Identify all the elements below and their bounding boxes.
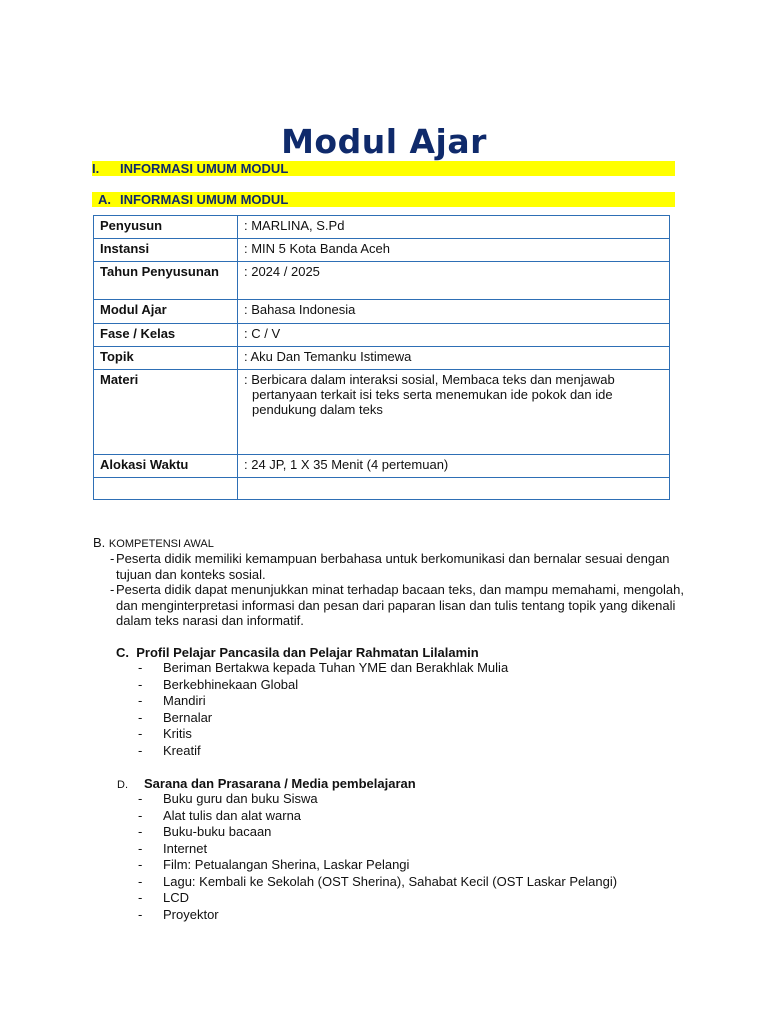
row-key: Fase / Kelas	[94, 324, 238, 347]
list-item-text: Lagu: Kembali ke Sekolah (OST Sherina), Sahabat Kecil (OST Laskar Pelangi)	[163, 873, 618, 889]
row-key: Materi	[94, 370, 238, 455]
row-value: : 2024 / 2025	[238, 262, 670, 300]
section-i-title: INFORMASI UMUM MODUL	[120, 161, 289, 176]
bullet-dash: -	[138, 676, 143, 692]
row-value: : MARLINA, S.Pd	[238, 216, 670, 239]
list-item	[138, 677, 508, 694]
info-table	[93, 215, 670, 500]
list-item	[138, 693, 508, 710]
bullet-dash: -	[110, 551, 115, 566]
section-d-title: Sarana dan Prasarana / Media pembelajaran	[144, 776, 416, 791]
bullet-dash: -	[138, 726, 143, 741]
list-item-text: Peserta didik memiliki kemampuan berbahasa untuk berkomunikasi dan bernalar sesuai dengan tujuan dan konteks sosial.	[116, 551, 670, 582]
row-value: : MIN 5 Kota Banda Aceh	[238, 239, 670, 262]
list-item-text: Bernalar	[163, 709, 213, 725]
section-b-list	[110, 551, 685, 629]
row-key: Modul Ajar	[94, 300, 238, 324]
table-row	[94, 239, 670, 262]
section-c-heading	[116, 645, 479, 660]
section-c-list	[138, 660, 508, 759]
list-item	[138, 857, 617, 874]
row-value: : C / V	[238, 324, 670, 347]
list-item-text: Kritis	[163, 726, 192, 741]
list-item-text: Berkebhinekaan Global	[163, 676, 299, 692]
list-item-text: Kreatif	[163, 742, 201, 758]
row-key: Tahun Penyusunan	[94, 262, 238, 300]
section-c-number: C.	[116, 645, 129, 660]
list-item	[138, 660, 508, 677]
section-d-heading	[117, 776, 416, 791]
list-item-text: Beriman Bertakwa kepada Tuhan YME dan Berakhlak Mulia	[163, 660, 509, 675]
section-a-number: A.	[98, 192, 111, 207]
list-item	[138, 710, 508, 727]
list-item-text: Buku guru dan buku Siswa	[163, 791, 318, 806]
section-b-title: KOMPETENSI AWAL	[108, 538, 214, 550]
list-item	[138, 808, 617, 825]
bullet-dash: -	[138, 824, 143, 839]
list-item-text: Internet	[163, 840, 208, 856]
page-title: Modul Ajar	[281, 122, 487, 161]
bullet-dash: -	[138, 693, 143, 708]
list-item	[138, 841, 617, 858]
section-a-heading	[92, 192, 675, 207]
list-item-text: Buku-buku bacaan	[163, 824, 272, 839]
section-d-list	[138, 791, 617, 923]
row-value: : Aku Dan Temanku Istimewa	[238, 347, 670, 370]
row-key: Topik	[94, 347, 238, 370]
list-item	[110, 582, 685, 629]
table-row	[94, 455, 670, 478]
materi-text: : Berbicara dalam interaksi sosial, Membaca teks dan menjawab pertanyaan terkait isi teks serta menemukan ide pokok dan ide pendukung dalam teks	[244, 372, 615, 417]
bullet-dash: -	[138, 906, 143, 922]
list-item-text: Mandiri	[163, 693, 206, 708]
row-key: Instansi	[94, 239, 238, 262]
row-value: : 24 JP, 1 X 35 Menit (4 pertemuan)	[238, 455, 670, 478]
bullet-dash: -	[138, 857, 143, 872]
row-value	[238, 370, 670, 455]
section-d-number: D.	[117, 779, 128, 791]
section-a-title: INFORMASI UMUM MODUL	[120, 192, 289, 207]
row-key	[94, 478, 238, 500]
row-key: Alokasi Waktu	[94, 455, 238, 478]
section-i-heading	[92, 161, 675, 176]
list-item	[138, 890, 617, 907]
section-b-number: B.	[93, 535, 106, 550]
list-item	[138, 907, 617, 924]
row-value: : Bahasa Indonesia	[238, 300, 670, 324]
list-item-text: Proyektor	[163, 906, 219, 922]
list-item	[110, 551, 685, 582]
list-item-text: Film: Petualangan Sherina, Laskar Pelangi	[163, 857, 410, 872]
list-item-text: Alat tulis dan alat warna	[163, 807, 302, 823]
table-row	[94, 478, 670, 500]
section-i-number: I.	[92, 161, 100, 176]
list-item	[138, 726, 508, 743]
list-item	[138, 824, 617, 841]
list-item-text: Peserta didik dapat menunjukkan minat terhadap bacaan teks, dan mampu memahami, mengolah, dan menginterpretasi informasi dan pesan dari paparan lisan dan tulis tentang topik yang dikenali dalam teks narasi dan informatif.	[116, 582, 684, 628]
bullet-dash: -	[138, 660, 143, 675]
row-value	[238, 478, 670, 500]
bullet-dash: -	[138, 742, 143, 758]
bullet-dash: -	[138, 873, 143, 889]
table-row	[94, 324, 670, 347]
list-item	[138, 743, 508, 760]
bullet-dash: -	[138, 840, 143, 856]
row-key: Penyusun	[94, 216, 238, 239]
table-row	[94, 216, 670, 239]
bullet-dash: -	[138, 807, 143, 823]
bullet-dash: -	[138, 791, 143, 806]
section-c-title: Profil Pelajar Pancasila dan Pelajar Rahmatan Lilalamin	[136, 645, 479, 660]
list-item-text: LCD	[163, 890, 190, 905]
table-row	[94, 347, 670, 370]
bullet-dash: -	[138, 709, 143, 725]
table-row	[94, 262, 670, 300]
bullet-dash: -	[138, 890, 143, 905]
table-row	[94, 300, 670, 324]
list-item	[138, 791, 617, 808]
table-row	[94, 370, 670, 455]
bullet-dash: -	[110, 582, 115, 597]
list-item	[138, 874, 617, 891]
section-b-heading	[93, 535, 214, 550]
